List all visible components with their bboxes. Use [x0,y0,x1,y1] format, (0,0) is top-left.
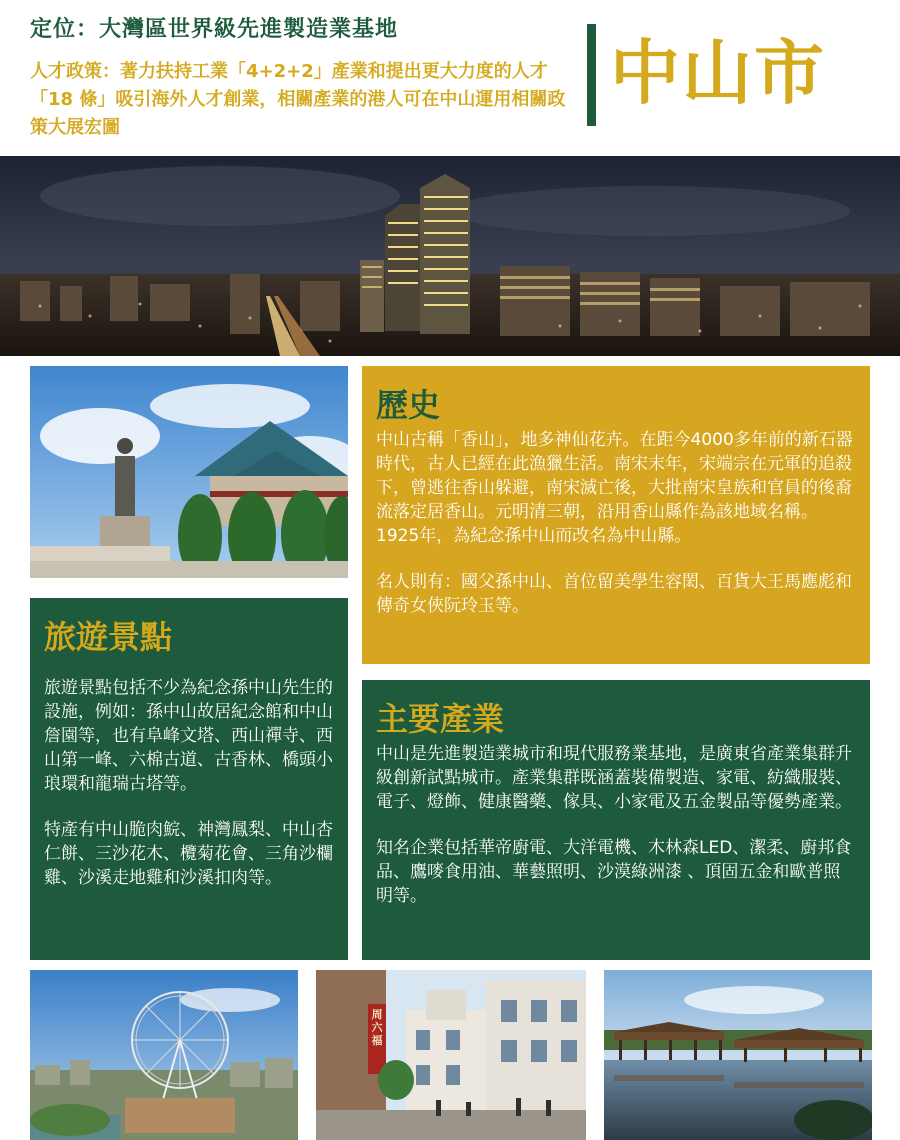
tourism-panel [30,598,348,960]
industry-panel [362,680,870,960]
city-title: 中山市 [610,32,826,114]
industry-companies: 知名企業包括華帝廚電、大洋電機、木林森LED、潔柔、廚邦食品、鷹嘜食用油、華藝照明、沙漠綠洲漆 、頂固五金和歐普照明等。 [376,838,852,906]
history-notables: 名人則有：國父孫中山、首位留美學生容閎、百貨大王馬應彪和傳奇女俠阮玲玉等。 [376,572,852,616]
old-street-photo [316,970,586,1140]
history-title: 歷史 [376,386,441,424]
talent-policy-text: 人才政策：著力扶持工業「4+2+2」產業和提出更大力度的人才「18 條」吸引海外人才創業，相關產業的港人可在中山運用相關政策大展宏圖 [30,61,566,138]
covered-bridge-lake-photo [604,970,872,1140]
tourism-title: 旅遊景點 [44,618,173,656]
industry-paragraph: 中山是先進製造業城市和現代服務業基地，是廣東省產業集群升級創新試點城市。產業集群既涵蓋裝備製造、家電、紡織服裝、電子、燈飾、健康醫藥、傢具、小家電及五金製品等優勢產業。 [376,744,852,812]
history-paragraph: 中山古稱「香山」，地多神仙花卉。在距今4000多年前的新石器時代，古人已經在此漁獵生活。南宋末年，宋端宗在元軍的追殺下，曾逃往香山躲避，南宋滅亡後，大批南宋皇族和官員的後裔流落定居香山。元明清三朝，沿用香山縣作為該地域名稱。1925年，為紀念孫中山而改名為中山縣。 [376,430,853,546]
industry-title: 主要產業 [376,700,505,738]
street-shop-sign: 周六福 [371,1008,383,1047]
ferris-wheel-photo [30,970,298,1140]
sun-yat-sen-memorial-photo [30,366,348,578]
positioning-headline: 定位：大灣區世界級先進製造業基地 [30,17,399,42]
history-panel [362,366,870,664]
tourism-paragraph: 旅遊景點包括不少為紀念孫中山先生的設施，例如：孫中山故居紀念館和中山詹園等，也有阜峰文塔、西山禪寺、西山第一峰、六棉古道、古香林、橋頭小琅環和龍瑞古塔等。 [44,678,333,794]
header-divider [587,24,596,126]
city-skyline-photo [0,156,900,356]
tourism-specialties: 特產有中山脆肉鯇、神灣鳳梨、中山杏仁餅、三沙花木、欖菊花會、三角沙欄雞、沙溪走地雞和沙溪扣肉等。 [44,820,333,888]
